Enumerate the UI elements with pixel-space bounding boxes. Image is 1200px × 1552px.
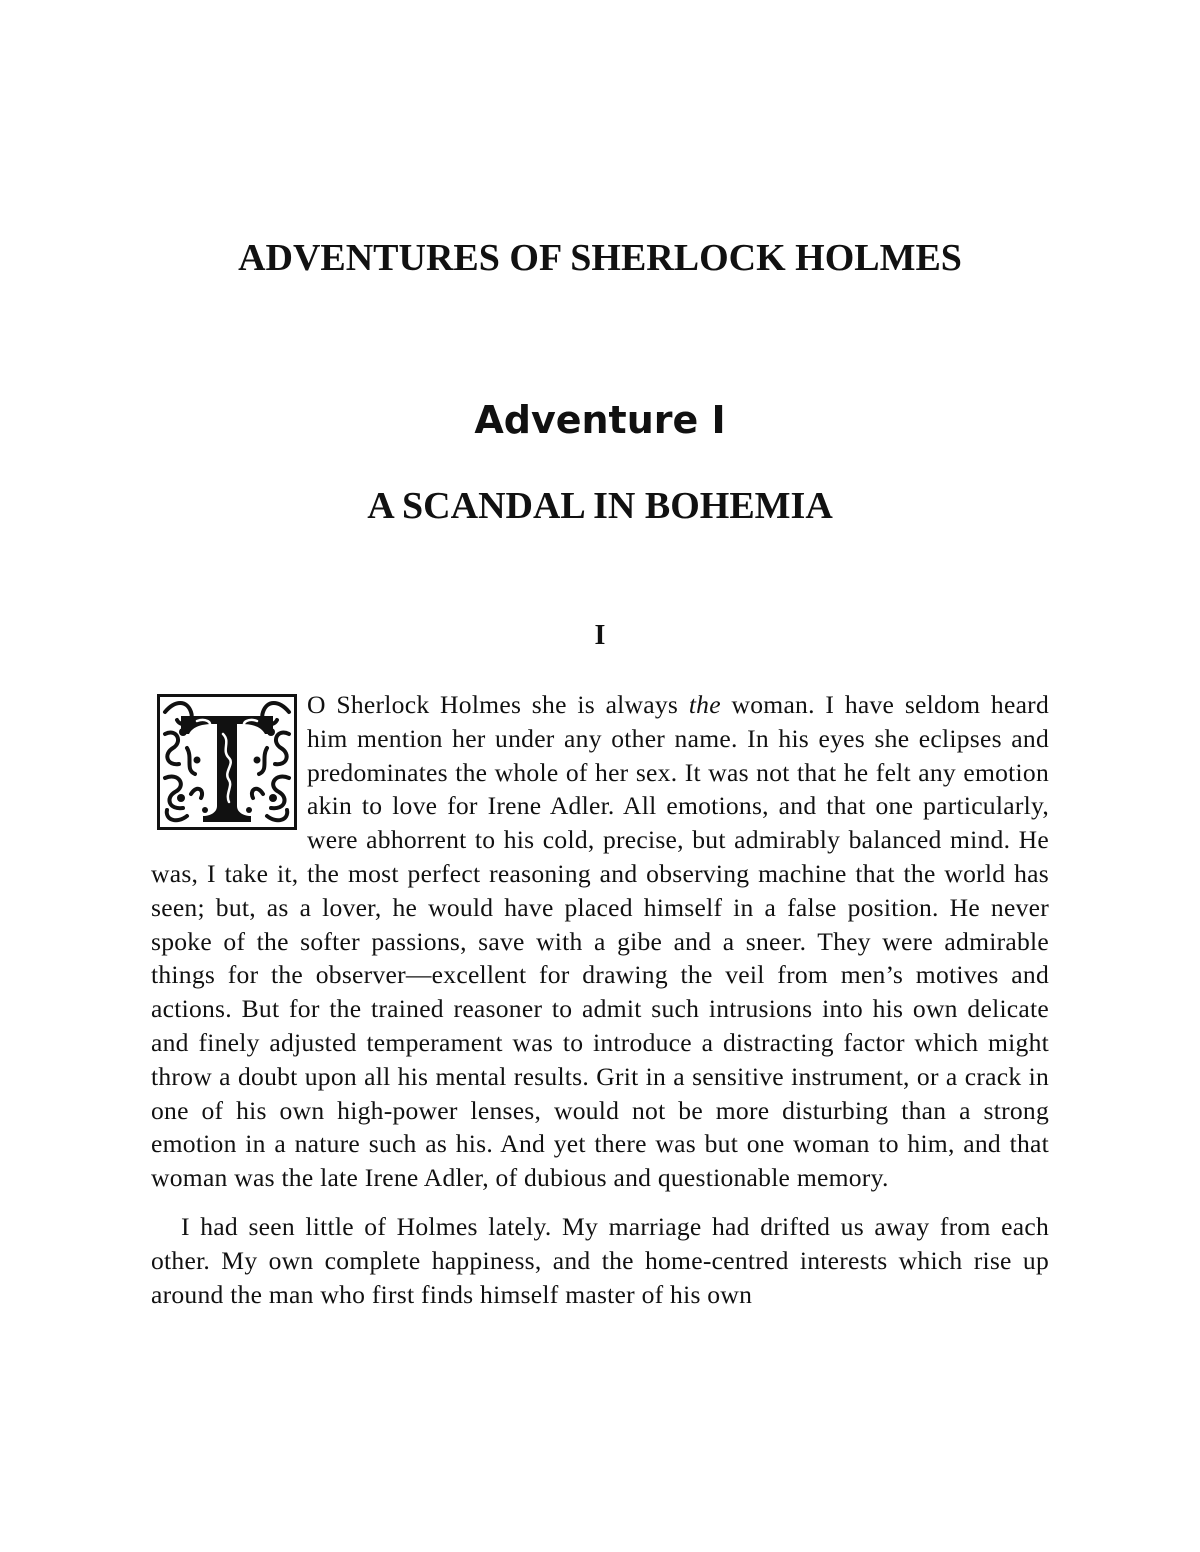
adventure-number: Adventure I <box>474 398 726 442</box>
story-title: A SCANDAL IN BOHEMIA <box>367 485 833 527</box>
paragraph-1-run-2: woman. I have seldom heard him mention her under any other name. In his eyes she eclipses and predominates the whole of her sex. It was not that he felt any emotion akin to love for Irene Adler. All emotions, and that one particularly, were abhorrent to his cold, precise, but admirably balanced mind. He was, I take it, the most perfect reasoning and observing machine that the world has seen; but, as a lover, he would have placed himself in a false position. He never spoke of the softer passions, save with a gibe and a sneer. They were admirable things for the observer—excellent for drawing the veil from men’s motives and actions. But for the trained reasoner to admit such intrusions into his own delicate and finely adjusted temperament was to introduce a distracting factor which might throw a doubt upon all his mental results. Grit in a sensitive instrument, or a crack in one of his own high-power lenses, would not be more disturbing than a strong emotion in a nature such as his. And yet there was but one woman to him, and that woman was the late Irene Adler, of dubious and questionable memory. <box>151 690 1049 1193</box>
paragraph-2: I had seen little of Holmes lately. My marriage had drifted us away from each other. My own complete happiness, and the home-centred interests which rise up around the man who first finds himself master of his own <box>151 1211 1049 1309</box>
drop-cap-ornament <box>157 694 297 830</box>
ornamental-drop-cap-icon <box>157 694 303 834</box>
part-number: I <box>594 620 606 651</box>
paragraph-1-emphasis: the <box>688 690 721 719</box>
body-text <box>151 688 1049 1311</box>
book-title: ADVENTURES OF SHERLOCK HOLMES <box>238 237 962 279</box>
paragraph-1-run-1: O Sherlock Holmes she is always <box>307 690 689 719</box>
